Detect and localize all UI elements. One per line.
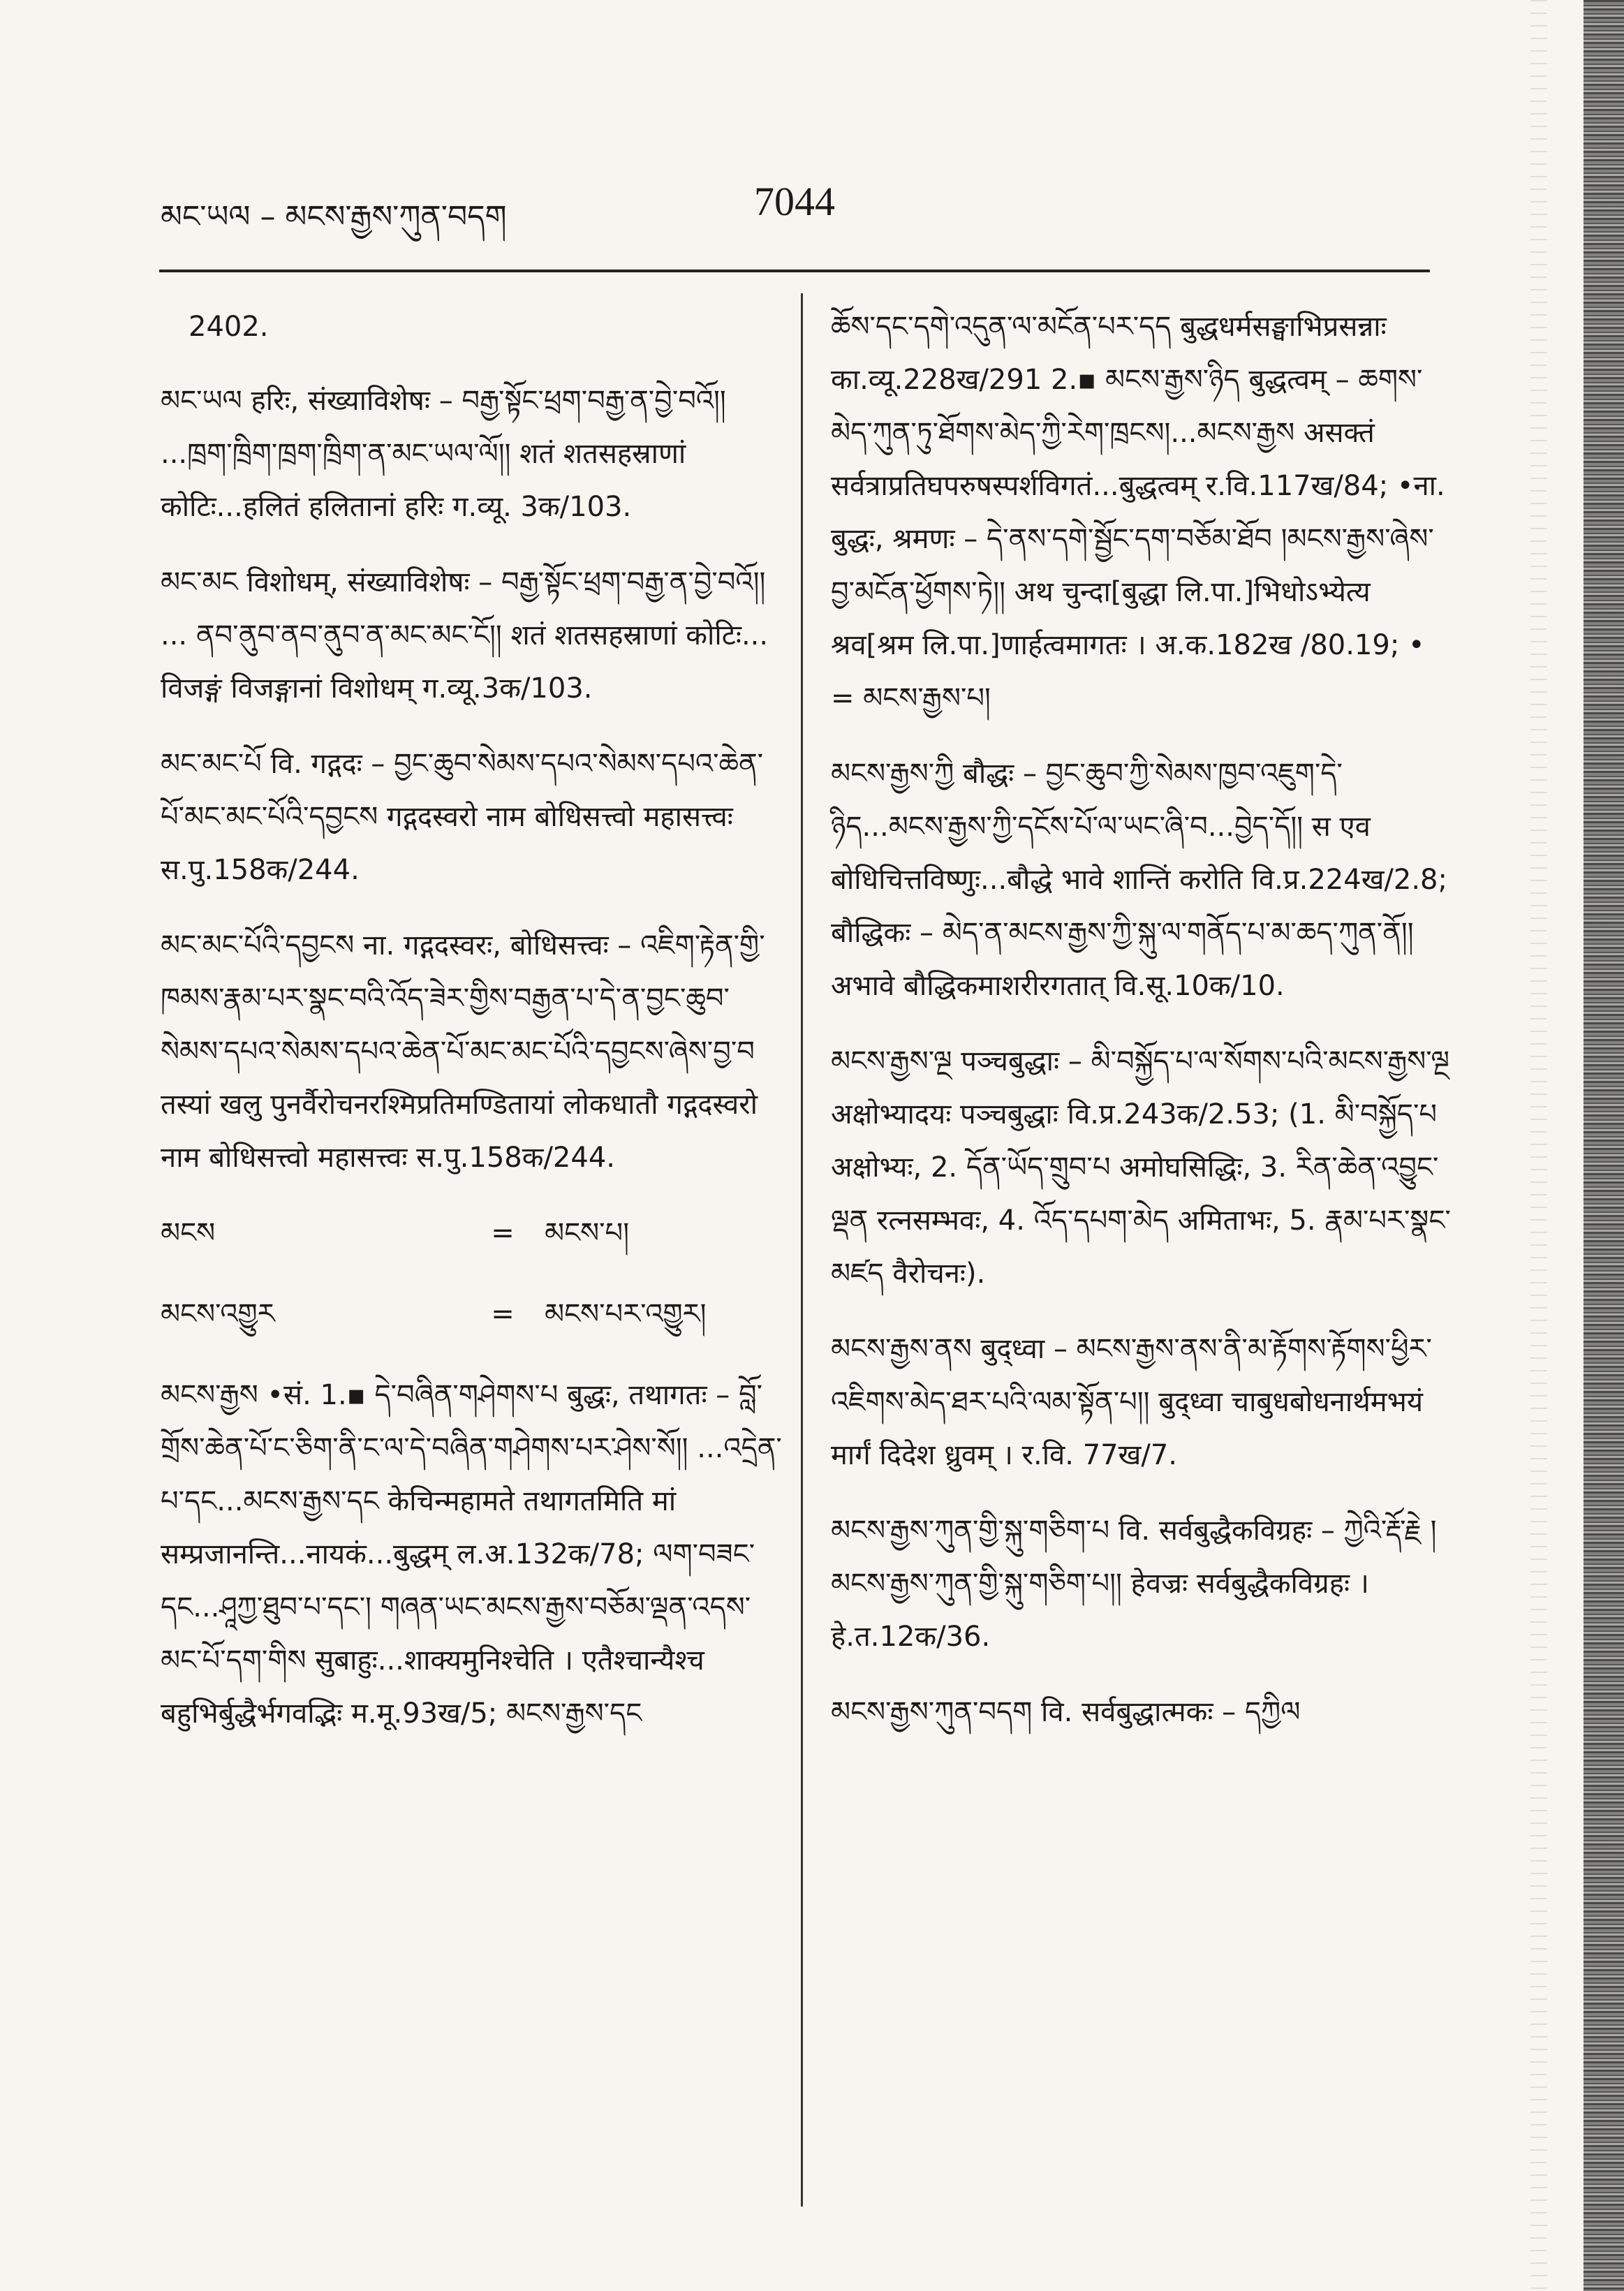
page-header	[161, 178, 1417, 234]
scan-edge-speckle	[1530, 0, 1547, 2291]
page-number: 7044	[754, 179, 835, 224]
column-divider	[801, 293, 803, 2207]
left-column	[161, 300, 782, 1762]
dictionary-entry: མང་མང་པོ वि. गद्गदः – བྱང་ཆུབ་སེམས་དཔའ་སེམས་དཔའ་ཆེན་པོ་མང་མང་པོའི་དབྱངས गद्गदस्वरो नाम बोधिसत्त्वो महासत्त्वः स.पु.158क/244.	[161, 748, 764, 886]
dictionary-entry: མངས་རྒྱས་ནས बुद्ध्वा – མངས་རྒྱས་ནས་ནི་མ་རྟོགས་རྟོགས་ཕྱིར་འཇིགས་མེད་ཐར་པའི་ལམ་སྟོན་པ།། बुद्ध्वा चाबुधबोधनार्थमभयं मार्गं दिदेश ध्रुवम् । र.वि. 77ख/7.	[831, 1333, 1432, 1471]
equals-sign: =	[491, 1217, 515, 1249]
equivalence-target: མངས་པར་འགྱུར།	[545, 1298, 707, 1330]
dictionary-entry: མང་ཡལ हरिः, संख्याविशेषः – བརྒྱ་སྟོང་ཕྲག་བརྒྱ་ན་བྱེ་བའོ།། ...ཁྲག་ཁྲིག་ཁྲག་ཁྲིག་ན་མང་ཡལ་ལོ།། शतं शतसहस्राणां कोटिः...हलितं हलितानां हरिः ग.व्यू. 3क/103.	[161, 385, 726, 523]
right-column	[831, 300, 1456, 1761]
equals-sign: =	[491, 1298, 515, 1330]
equivalence-target: མངས་པ།	[545, 1217, 630, 1249]
dictionary-entry: མངས་རྒྱས་ལྔ पञ्चबुद्धाः – མི་བསྐྱོད་པ་ལ་སོགས་པའི་མངས་རྒྱས་ལྔ अक्षोभ्यादयः पञ्चबुद्धाः वि.प्र.243क/2.53; (1. མི་བསྐྱོད་པ अक्षोभ्यः, 2. དོན་ཡོད་གྲུབ་པ अमोघसिद्धिः, 3. རིན་ཆེན་འབྱུང་ལྡན रत्नसम्भवः, 4. འོད་དཔག་མེད अमिताभः, 5. རྣམ་པར་སྣང་མཛད वैरोचनः).	[831, 1045, 1451, 1290]
scan-edge-shadow	[1584, 0, 1624, 2291]
equivalence-row	[161, 1288, 782, 1341]
dictionary-entry: མང་མང་པོའི་དབྱངས ना. गद्गदस्वरः, बोधिसत्त्वः – འཇིག་རྟེན་གྱི་ཁམས་རྣམ་པར་སྣང་བའི་འོད་ཟེར་གྱིས་བརྒྱན་པ་དེ་ན་བྱང་ཆུབ་སེམས་དཔའ་སེམས་དཔའ་ཆེན་པོ་མང་མང་པོའི་དབྱངས་ཞེས་བྱ་བ तस्यां खलु पुनर्वैरोचनरश्मिप्रतिमण्डितायां लोकधातौ गद्गदस्वरो नाम बोधिसत्त्वो महासत्त्वः स.पु.158क/244.	[161, 929, 765, 1174]
lead-number: 2402.	[189, 311, 269, 343]
dictionary-entry: ཆོས་དང་དགེ་འདུན་ལ་མངོན་པར་དད बुद्धधर्मसङ्घाभिप्रसन्नाः का.व्यू.228ख/291 2.▪ མངས་རྒྱས་ཉིད बुद्धत्वम् – ཆགས་མེད་ཀུན་ཏུ་ཐོགས་མེད་ཀྱི་རེག་ཁྲངས།...མངས་རྒྱས असक्तं सर्वत्राप्रतिघपरुषस्पर्शविगतं...बुद्धत्वम् र.वि.117ख/84; •ना. बुद्धः, श्रमणः – དེ་ནས་དགེ་སྦྱོང་དག་བཅོམ་ཐོབ །མངས་རྒྱས་ཞེས་བྱ་མངོན་ཕྱོགས་ཏེ།། अथ चुन्दा[बुद्धा लि.पा.]भिधोऽभ्येत्य श्रव[श्रम लि.पा.]णार्हत्वमागतः । अ.क.182ख /80.19; • = མངས་རྒྱས་པ།	[831, 311, 1445, 714]
equivalence-headword: མངས་འགྱུར	[161, 1298, 275, 1330]
dictionary-entry: མངས་རྒྱས་ཀུན་བདག वि. सर्वबुद्धात्मकः – དཀྱིལ	[831, 1696, 1301, 1728]
dictionary-entry: མངས་རྒྱས་ཀུན་གྱི་སྐུ་གཅིག་པ वि. सर्वबुद्धैकविग्रहः – ཀྱེའི་རྡོ་རྗེ །མངས་རྒྱས་ཀུན་གྱི་སྐུ་གཅིག་པ།། हेवज्रः सर्वबुद्धैकविग्रहः । हे.त.12क/36.	[831, 1515, 1437, 1653]
running-head: མང་ཡལ – མངས་རྒྱས་ཀུན་བདག	[161, 199, 507, 235]
dictionary-entry: མངས་རྒྱས •सं. 1.▪ དེ་བཞིན་གཤེགས་པ बुद्धः, तथागतः – བློ་གྲོས་ཆེན་པོ་ང་ཅིག་ནི་ང་ལ་དེ་བཞིན་གཤེགས་པར་ཤེས་སོ།། ...འདྲེན་པ་དང...མངས་རྒྱས་དང केचिन्महामते तथागतमिति मां सम्प्रजानन्ति...नायकं...बुद्धम् ल.अ.132क/78; ལག་བཟང་དང...ཤཱཀྱ་ཐུབ་པ་དང་། གཞན་ཡང་མངས་རྒྱས་བཅོམ་ལྡན་འདས་མང་པོ་དག་གིས सुबाहुः...शाक्यमुनिश्चेति । एतैश्चान्यैश्च बहुभिर्बुद्धैर्भगवद्भिः म.मू.93ख/5; མངས་རྒྱས་དང	[161, 1379, 782, 1730]
equivalence-headword: མངས	[161, 1217, 216, 1249]
header-rule	[159, 270, 1430, 272]
dictionary-entry: མང་མང विशोधम्, संख्याविशेषः – བརྒྱ་སྟོང་ཕྲག་བརྒྱ་ན་བྱེ་བའོ།། ... ནབ་ནུབ་ནབ་ནུབ་ན་མང་མང་ངོ།། शतं शतसहस्राणां कोटिः... विजङ्गं विजङ्गानां विशोधम् ग.व्यू.3क/103.	[161, 566, 769, 705]
dictionary-entry: མངས་རྒྱས་ཀྱི बौद्धः – བྱང་ཆུབ་ཀྱི་སེམས་ཁྱབ་འཇུག་དེ་ཉིད...མངས་རྒྱས་ཀྱི་དངོས་པོ་ལ་ཡང་ཞི་བ...བྱེད་དོ།། स एव बोधिचित्तविष्णुः...बौद्धे भावे शान्तिं करोति वि.प्र.224ख/2.8; बौद्धिकः – མེད་ན་མངས་རྒྱས་ཀྱི་སྐུ་ལ་གནོད་པ་མ་ཆད་ཀུན་ནོ།། अभावे बौद्धिकमाशरीरगतात् वि.सू.10क/10.	[831, 758, 1447, 1002]
equivalence-row	[161, 1207, 782, 1260]
